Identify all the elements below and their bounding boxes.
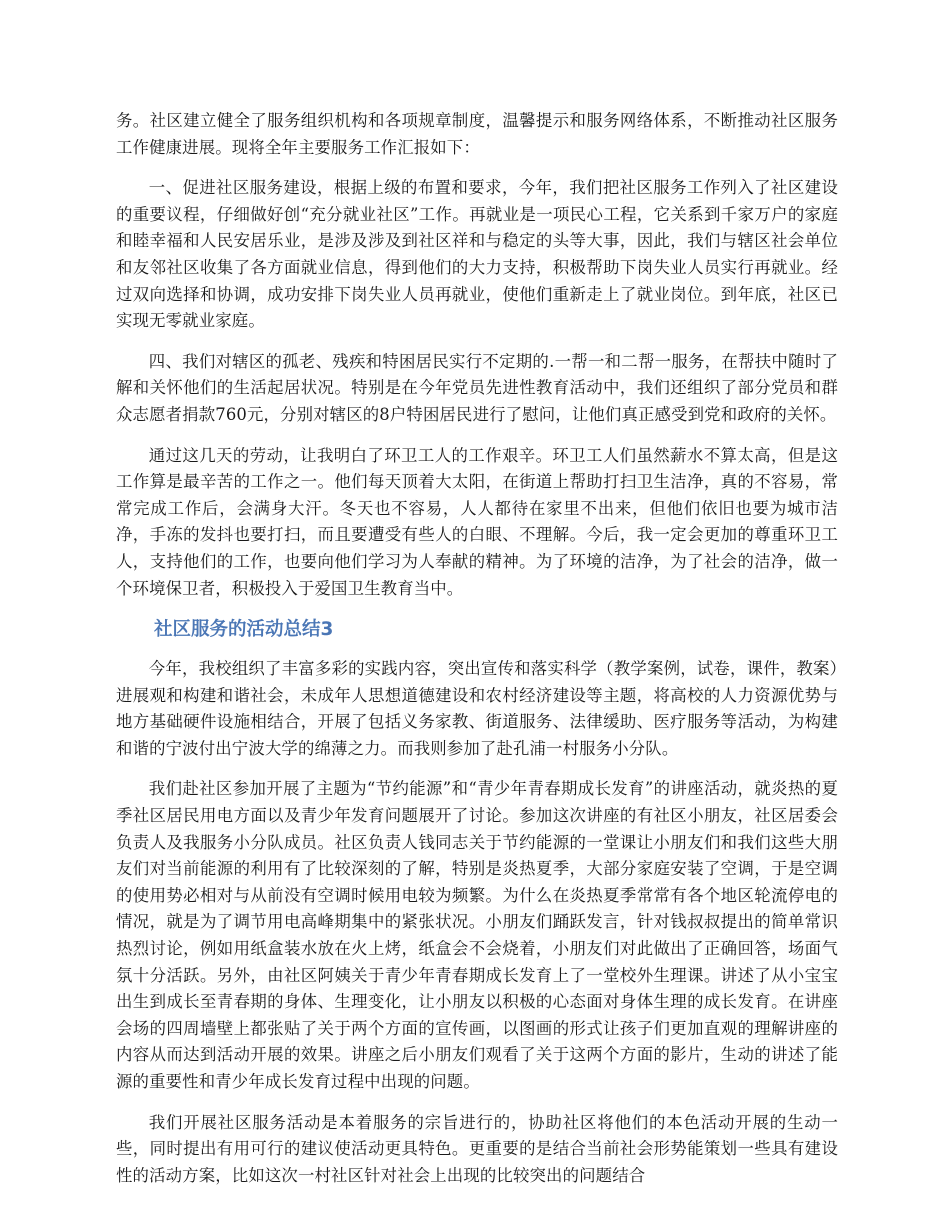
paragraph-lecture: 我们赴社区参加开展了主题为“节约能源”和“青少年青春期成长发育”的讲座活动，就炎热的夏季社区居民用电方面以及青少年发育问题展开了讨论。参加这次讲座的有社区小朋友，社区居委会负责人及我服务小分队成员。社区负责人钱同志关于节约能源的一堂课让小朋友们和我们这些大朋友们对当前能源的利用有了比较深刻的了解，特别是炎热夏季，大部分家庭安装了空调，于是空调的使用势必相对与从前没有空调时候用电较为频繁。为什么在炎热夏季常常有各个地区轮流停电的情况，就是为了调节用电高峰期集中的紧张状况。小朋友们踊跃发言，针对钱叔叔提出的简单常识热烈讨论，例如用纸盒装水放在火上烤，纸盒会不会烧着，小朋友们对此做出了正确回答，场面气氛十分活跃。另外，由社区阿姨关于青少年青春期成长发育上了一堂校外生理课。讲述了从小宝宝出生到成长至青春期的身体、生理变化，让小朋友以积极的心态面对身体生理的成长发育。在讲座会场的四周墙壁上都张贴了关于两个方面的宣传画，以图画的形式让孩子们更加直观的理解讲座的内容从而达到活动开展的效果。讲座之后小朋友们观看了关于这两个方面的影片，生动的讲述了能源的重要性和青少年成长发育过程中出现的问题。 xyxy=(116,779,838,1091)
paragraph-continuation: 务。社区建立健全了服务组织机构和各项规章制度，温馨提示和服务网络体系，不断推动社区服务工作健康进展。现将全年主要服务工作汇报如下： xyxy=(116,111,838,157)
paragraph-assistance: 四、我们对辖区的孤老、残疾和特困居民实行不定期的.一帮一和二帮一服务，在帮扶中随时了解和关怀他们的生活起居状况。特别是在今年党员先进性教育活动中，我们还组织了部分党员和群众志愿者捐款760元，分别对辖区的8户特困居民进行了慰问，让他们真正感受到党和政府的关怀。 xyxy=(116,351,838,424)
paragraph-employment: 一、促进社区服务建设，根据上级的布置和要求，今年，我们把社区服务工作列入了社区建设的重要议程，仔细做好创“充分就业社区”工作。再就业是一项民心工程，它关系到千家万户的家庭和睦幸福和人民安居乐业，是涉及涉及到社区祥和与稳定的头等大事，因此，我们与辖区社会单位和友邻社区收集了各方面就业信息，得到他们的大力支持，积极帮助下岗失业人员实行再就业。经过双向选择和协调，成功安排下岗失业人员再就业，使他们重新走上了就业岗位。到年底，社区已实现无零就业家庭。 xyxy=(116,178,838,331)
paragraph-practice: 今年，我校组织了丰富多彩的实践内容，突出宣传和落实科学（教学案例，试卷，课件，教案）进展观和构建和谐社会，未成年人思想道德建设和农村经济建设等主题，将高校的人力资源优势与地方基础硬件设施相结合，开展了包括义务家教、街道服务、法律缓助、医疗服务等活动，为构建和谐的宁波付出宁波大学的绵薄之力。而我则参加了赴孔浦一村服务小分队。 xyxy=(116,659,838,758)
paragraph-purpose: 我们开展社区服务活动是本着服务的宗旨进行的，协助社区将他们的本色活动开展的生动一些，同时提出有用可行的建议使活动更具特色。更重要的是结合当前社会形势能策划一些具有建设性的活动方案，比如这次一村社区针对社会上出现的比较突出的问题结合 xyxy=(116,1112,838,1185)
paragraph-sanitation: 通过这几天的劳动，让我明白了环卫工人的工作艰辛。环卫工人们虽然薪水不算太高，但是这工作算是最辛苦的工作之一。他们每天顶着大太阳，在街道上帮助打扫卫生洁净，真的不容易，常常完成工作后，会满身大汗。冬天也不容易，人人都待在家里不出来，但他们依旧也要为城市洁净，手冻的发抖也要打扫，而且要遭受有些人的白眼、不理解。今后，我一定会更加的尊重环卫工人，支持他们的工作，也要向他们学习为人奉献的精神。为了环境的洁净，为了社会的洁净，做一个环境保卫者，积极投入于爱国卫生教育当中。 xyxy=(116,445,838,598)
section-heading: 社区服务的活动总结3 xyxy=(154,619,334,641)
